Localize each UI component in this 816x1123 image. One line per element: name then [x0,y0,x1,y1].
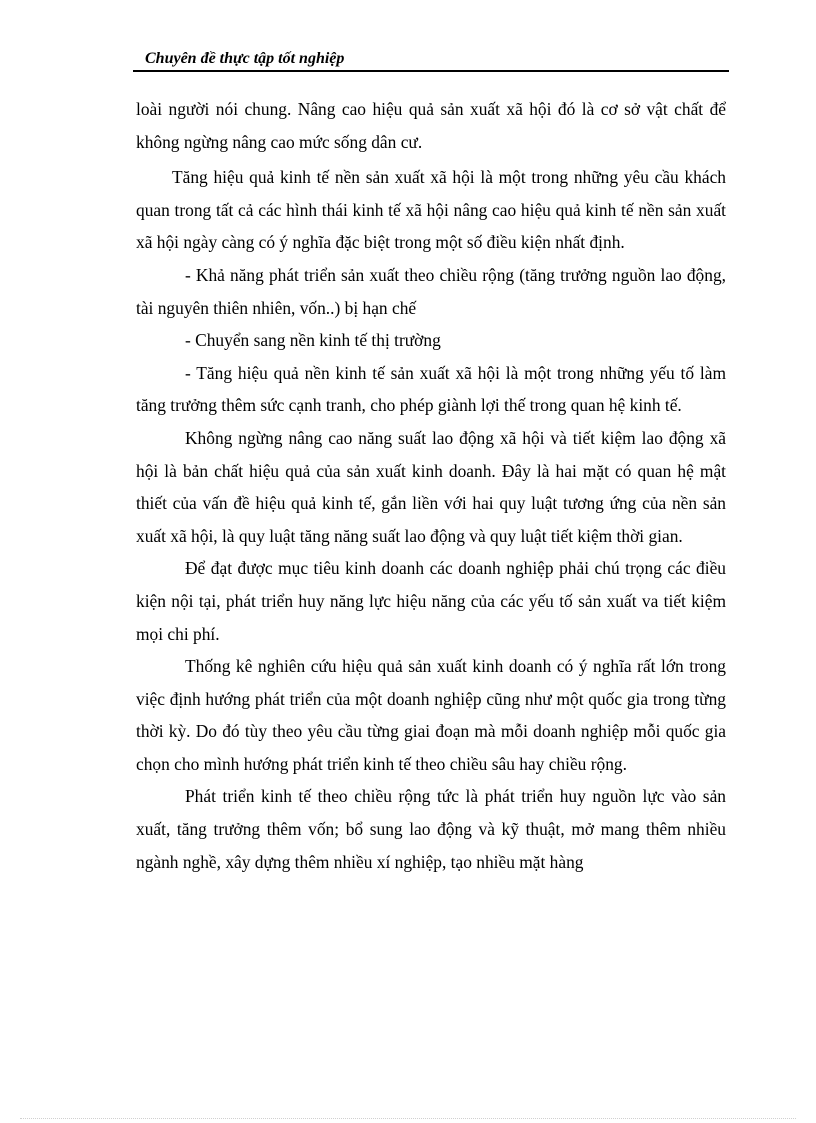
document-body [136,93,726,878]
header-title: Chuyên đề thực tập tốt nghiệp [145,50,345,67]
paragraph: Không ngừng nâng cao năng suất lao động xã hội và tiết kiệm lao động xã hội là bản chất hiệu quả của sản xuất kinh doanh. Đây là hai mặt có quan hệ mật thiết của vấn đề hiệu quả kinh tế, gắn liền với hai quy luật tương ứng của nền sản xuất xã hội, là quy luật tăng năng suất lao động và quy luật tiết kiệm thời gian. [136,427,726,546]
paragraph: Để đạt được mục tiêu kinh doanh các doanh nghiệp phải chú trọng các điều kiện nội tại, phát triển huy năng lực hiệu năng của các yếu tố sản xuất va tiết kiệm mọi chi phí. [136,558,726,644]
paragraph-continuation: loài người nói chung. Nâng cao hiệu quả sản xuất xã hội đó là cơ sở vật chất để không ngừng nâng cao mức sống dân cư. [136,99,726,152]
bullet-item: - Chuyển sang nền kinh tế thị trường [185,330,441,351]
paragraph: Thống kê nghiên cứu hiệu quả sản xuất kinh doanh có ý nghĩa rất lớn trong việc định hướng phát triển của một doanh nghiệp cũng như một quốc gia trong từng thời kỳ. Do đó tùy theo yêu cầu từng giai đoạn mà mỗi doanh nghiệp mỗi quốc gia chọn cho mình hướng phát triển kinh tế theo chiều sâu hay chiều rộng. [136,656,726,774]
bullet-item: - Khả năng phát triển sản xuất theo chiều rộng (tăng trưởng nguồn lao động, tài nguyên thiên nhiên, vốn..) bị hạn chế [136,264,726,318]
page-bottom-divider [20,1118,796,1119]
paragraph: Phát triển kinh tế theo chiều rộng tức là phát triển huy nguồn lực vào sản xuất, tăng trưởng thêm vốn; bổ sung lao động và kỹ thuật, mở mang thêm nhiều ngành nghề, xây dựng thêm nhiều xí nghiệp, tạo nhiều mặt hàng [136,786,726,872]
page-header [133,44,729,72]
paragraph: Tăng hiệu quả kinh tế nền sản xuất xã hội là một trong những yêu cầu khách quan trong tất cả các hình thái kinh tế xã hội nâng cao hiệu quả kinh tế nền sản xuất xã hội ngày càng có ý nghĩa đặc biệt trong một số điều kiện nhất định. [136,167,726,253]
bullet-item: - Tăng hiệu quả nền kinh tế sản xuất xã hội là một trong những yếu tố làm tăng trưởng thêm sức cạnh tranh, cho phép giành lợi thế trong quan hệ kinh tế. [136,362,726,416]
